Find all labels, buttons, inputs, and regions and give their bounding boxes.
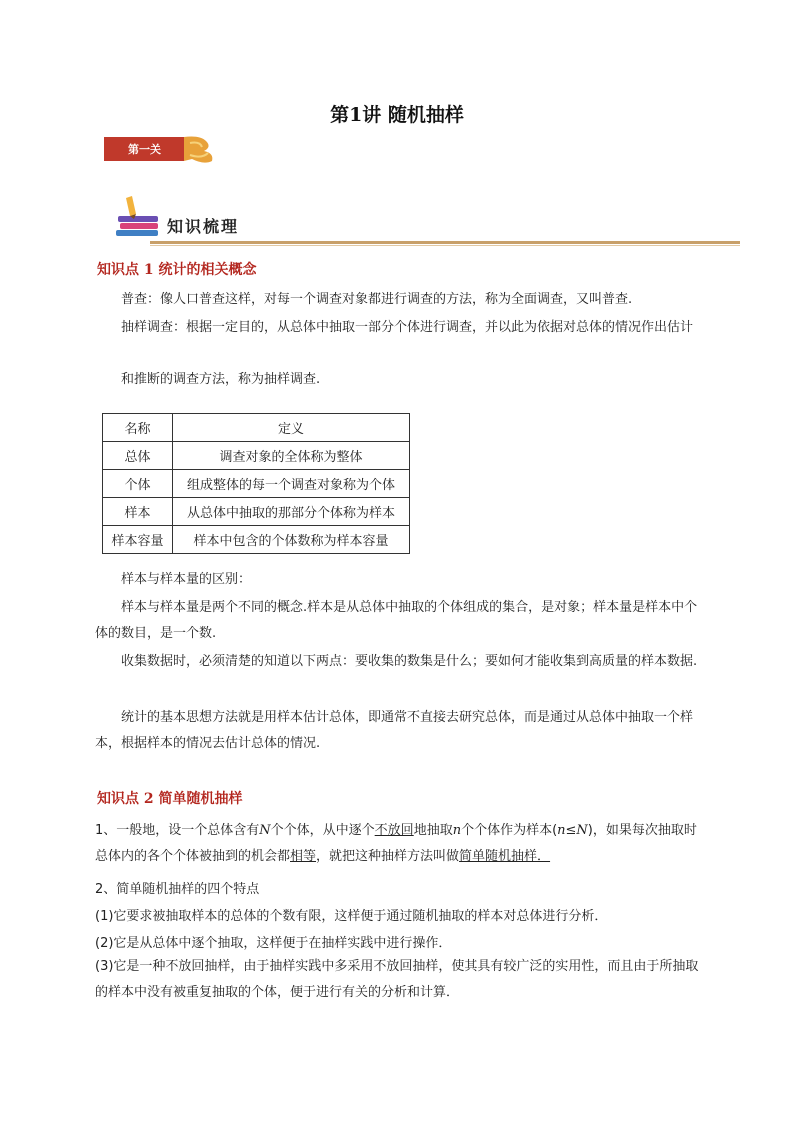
underline-no-replacement: 不放回 <box>374 823 414 838</box>
definition-table <box>102 413 410 554</box>
underline-simple-random-sampling: 简单随机抽样． <box>459 849 551 864</box>
underline-equal: 相等 <box>290 849 317 864</box>
kp1-sampling-2: 和推断的调查方法，称为抽样调查. <box>121 372 321 387</box>
kp2-feature-3: (3)它是一种不放回抽样，由于抽样实践中多采用不放回抽样，使其具有较广泛的实用性，而且由于所抽取的样本中没有被重复抽取的个体，便于进行有关的分析和计算． <box>95 959 699 1000</box>
condition-n-le-N: n≤N <box>557 823 588 838</box>
var-n: n <box>452 823 462 838</box>
kp2-definition: 1、一般地，设一个总体含有N个个体，从中逐个不放回地抽取n个个体作为样本(n≤N)，如果每次抽取时总体内的各个个体被抽到的机会都相等，就把这种抽样方法叫做简单随机抽样． <box>95 823 697 864</box>
kp1-census: 普查：像人口普查这样，对每一个调查对象都进行调查的方法，称为全面调查，又叫普查. <box>121 292 633 307</box>
table-header-cell: 名称 <box>103 414 173 442</box>
table-row <box>103 526 410 554</box>
section-divider-thin <box>150 245 740 246</box>
table-cell-definition: 调查对象的全体称为整体 <box>173 442 410 470</box>
table-cell-term: 个体 <box>103 470 173 498</box>
table-header-cell: 定义 <box>173 414 410 442</box>
level-banner-graphic <box>104 131 218 167</box>
kp2-heading: 知识点 2 简单随机抽样 <box>97 791 243 807</box>
section-divider <box>150 241 740 244</box>
kp1-diff-title: 样本与样本量的区别： <box>121 572 252 587</box>
table-cell-term: 样本容量 <box>103 526 173 554</box>
table-cell-definition: 组成整体的每一个调查对象称为个体 <box>173 470 410 498</box>
table-header-row <box>103 414 410 442</box>
var-N: N <box>259 823 271 838</box>
level-banner-label: 第一关 <box>128 143 161 156</box>
kp2-feature-2: (2)它是从总体中逐个抽取，这样便于在抽样实践中进行操作． <box>95 936 452 951</box>
table-cell-term: 样本 <box>103 498 173 526</box>
kp1-sampling-1: 抽样调查：根据一定目的，从总体中抽取一部分个体进行调查，并以此为依据对总体的情况作出估计 <box>121 320 694 335</box>
kp2-features-title: 2、简单随机抽样的四个特点 <box>95 882 260 897</box>
table-cell-definition: 样本中包含的个体数称为样本容量 <box>173 526 410 554</box>
table-row <box>103 442 410 470</box>
kp1-diff-body: 样本与样本量是两个不同的概念.样本是从总体中抽取的个体组成的集合，是对象；样本量是样本中个体的数目，是一个数. <box>95 600 698 641</box>
section-label: 知识梳理 <box>167 217 240 236</box>
table-row <box>103 498 410 526</box>
page-title: 第1讲 随机抽样 <box>330 104 464 126</box>
kp1-basic-idea: 统计的基本思想方法就是用样本估计总体，即通常不直接去研究总体，而是通过从总体中抽取一个样本，根据样本的情况去估计总体的情况. <box>95 710 694 751</box>
kp1-collect: 收集数据时，必须清楚的知道以下两点：要收集的数集是什么；要如何才能收集到高质量的样本数据. <box>121 654 698 669</box>
table-cell-definition: 从总体中抽取的那部分个体称为样本 <box>173 498 410 526</box>
kp2-feature-1: (1)它要求被抽取样本的总体的个数有限，这样便于通过随机抽取的样本对总体进行分析． <box>95 909 608 924</box>
table-row <box>103 470 410 498</box>
table-cell-term: 总体 <box>103 442 173 470</box>
kp1-heading: 知识点 1 统计的相关概念 <box>97 262 257 278</box>
